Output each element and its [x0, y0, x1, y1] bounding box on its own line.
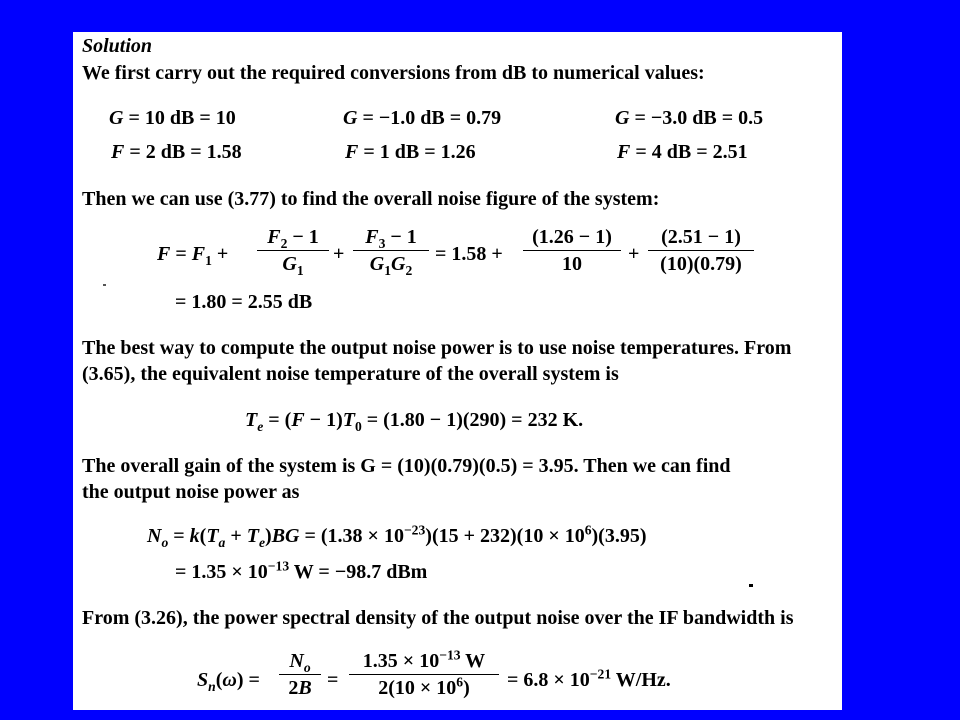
noise-temperature-equation: $T_e = (F - 1)T_0 = (1.80 - 1)(290) = 232$ K.: [245, 409, 584, 434]
paragraph-psd: From (3.26), the power spectral density of the output noise over the IF bandwidth is: [82, 607, 794, 629]
paragraph-noise-temp-line2: (3.65), the equivalent noise temperature of the overall system is: [82, 363, 619, 385]
fraction-no-over-2b: $N_o$ 2B: [279, 648, 321, 701]
equals-sign: =: [327, 669, 339, 691]
conversion-f3: F = 4 dB = 2.51: [617, 141, 748, 163]
noise-figure-mid: = 1.58 +: [435, 243, 503, 265]
solution-heading: Solution: [82, 35, 153, 57]
fraction-stage3: (2.51 − 1) (10)(0.79): [648, 224, 754, 277]
conversion-f2: F = 1 dB = 1.26: [345, 141, 476, 163]
conversion-f1: F = 2 dB = 1.58: [111, 141, 242, 163]
scan-speck: [103, 284, 106, 286]
paragraph-noise-figure: Then we can use (3.77) to find the overall noise figure of the system:: [82, 188, 660, 210]
psd-lhs: $S_n(\omega)$ =: [197, 669, 260, 694]
document-page: [73, 32, 842, 710]
plus-sign: +: [333, 243, 345, 265]
fraction-stage2: (1.26 − 1) 10: [523, 224, 621, 277]
conversion-g2: G = −1.0 dB = 0.79: [343, 107, 502, 129]
paragraph-gain-line1: The overall gain of the system is G = (10)(0.79)(0.5) = 3.95. Then we can find: [82, 455, 731, 477]
paragraph-gain-line2: the output noise power as: [82, 481, 300, 503]
fraction-f3-over-g1g2: $F_3 - 1$ $G_1G_2$: [353, 224, 429, 277]
fraction-f2-over-g1: $F_2 - 1$ $G_1$: [257, 224, 329, 277]
conversion-g3: G = −3.0 dB = 0.5: [615, 107, 764, 129]
paragraph-noise-temp-line1: The best way to compute the output noise power is to use noise temperatures. From: [82, 337, 792, 359]
noise-figure-lhs: $F = F_1$ +: [157, 243, 229, 268]
output-noise-power-line2: = $1.35 \times 10^{-13}$ W = −98.7 dBm: [175, 558, 428, 583]
fraction-psd-value: $1.35 \times 10^{-13}$ W $2(10 \times 10^6)$: [349, 648, 499, 701]
output-noise-power-line1: $N_o = k(T_a + T_e)BG = (1.38 \times 10^{-23})(15 + 232)(10 \times 10^6)(3.95)$: [147, 522, 647, 550]
plus-sign-2: +: [628, 243, 640, 265]
scan-speck: [749, 584, 753, 587]
noise-figure-result: = 1.80 = 2.55 dB: [175, 291, 313, 313]
conversion-g1: G = 10 dB = 10: [109, 107, 236, 129]
psd-result: = $6.8 \times 10^{-21}$ W/Hz.: [507, 666, 671, 691]
intro-text: We first carry out the required conversions from dB to numerical values:: [82, 62, 705, 84]
